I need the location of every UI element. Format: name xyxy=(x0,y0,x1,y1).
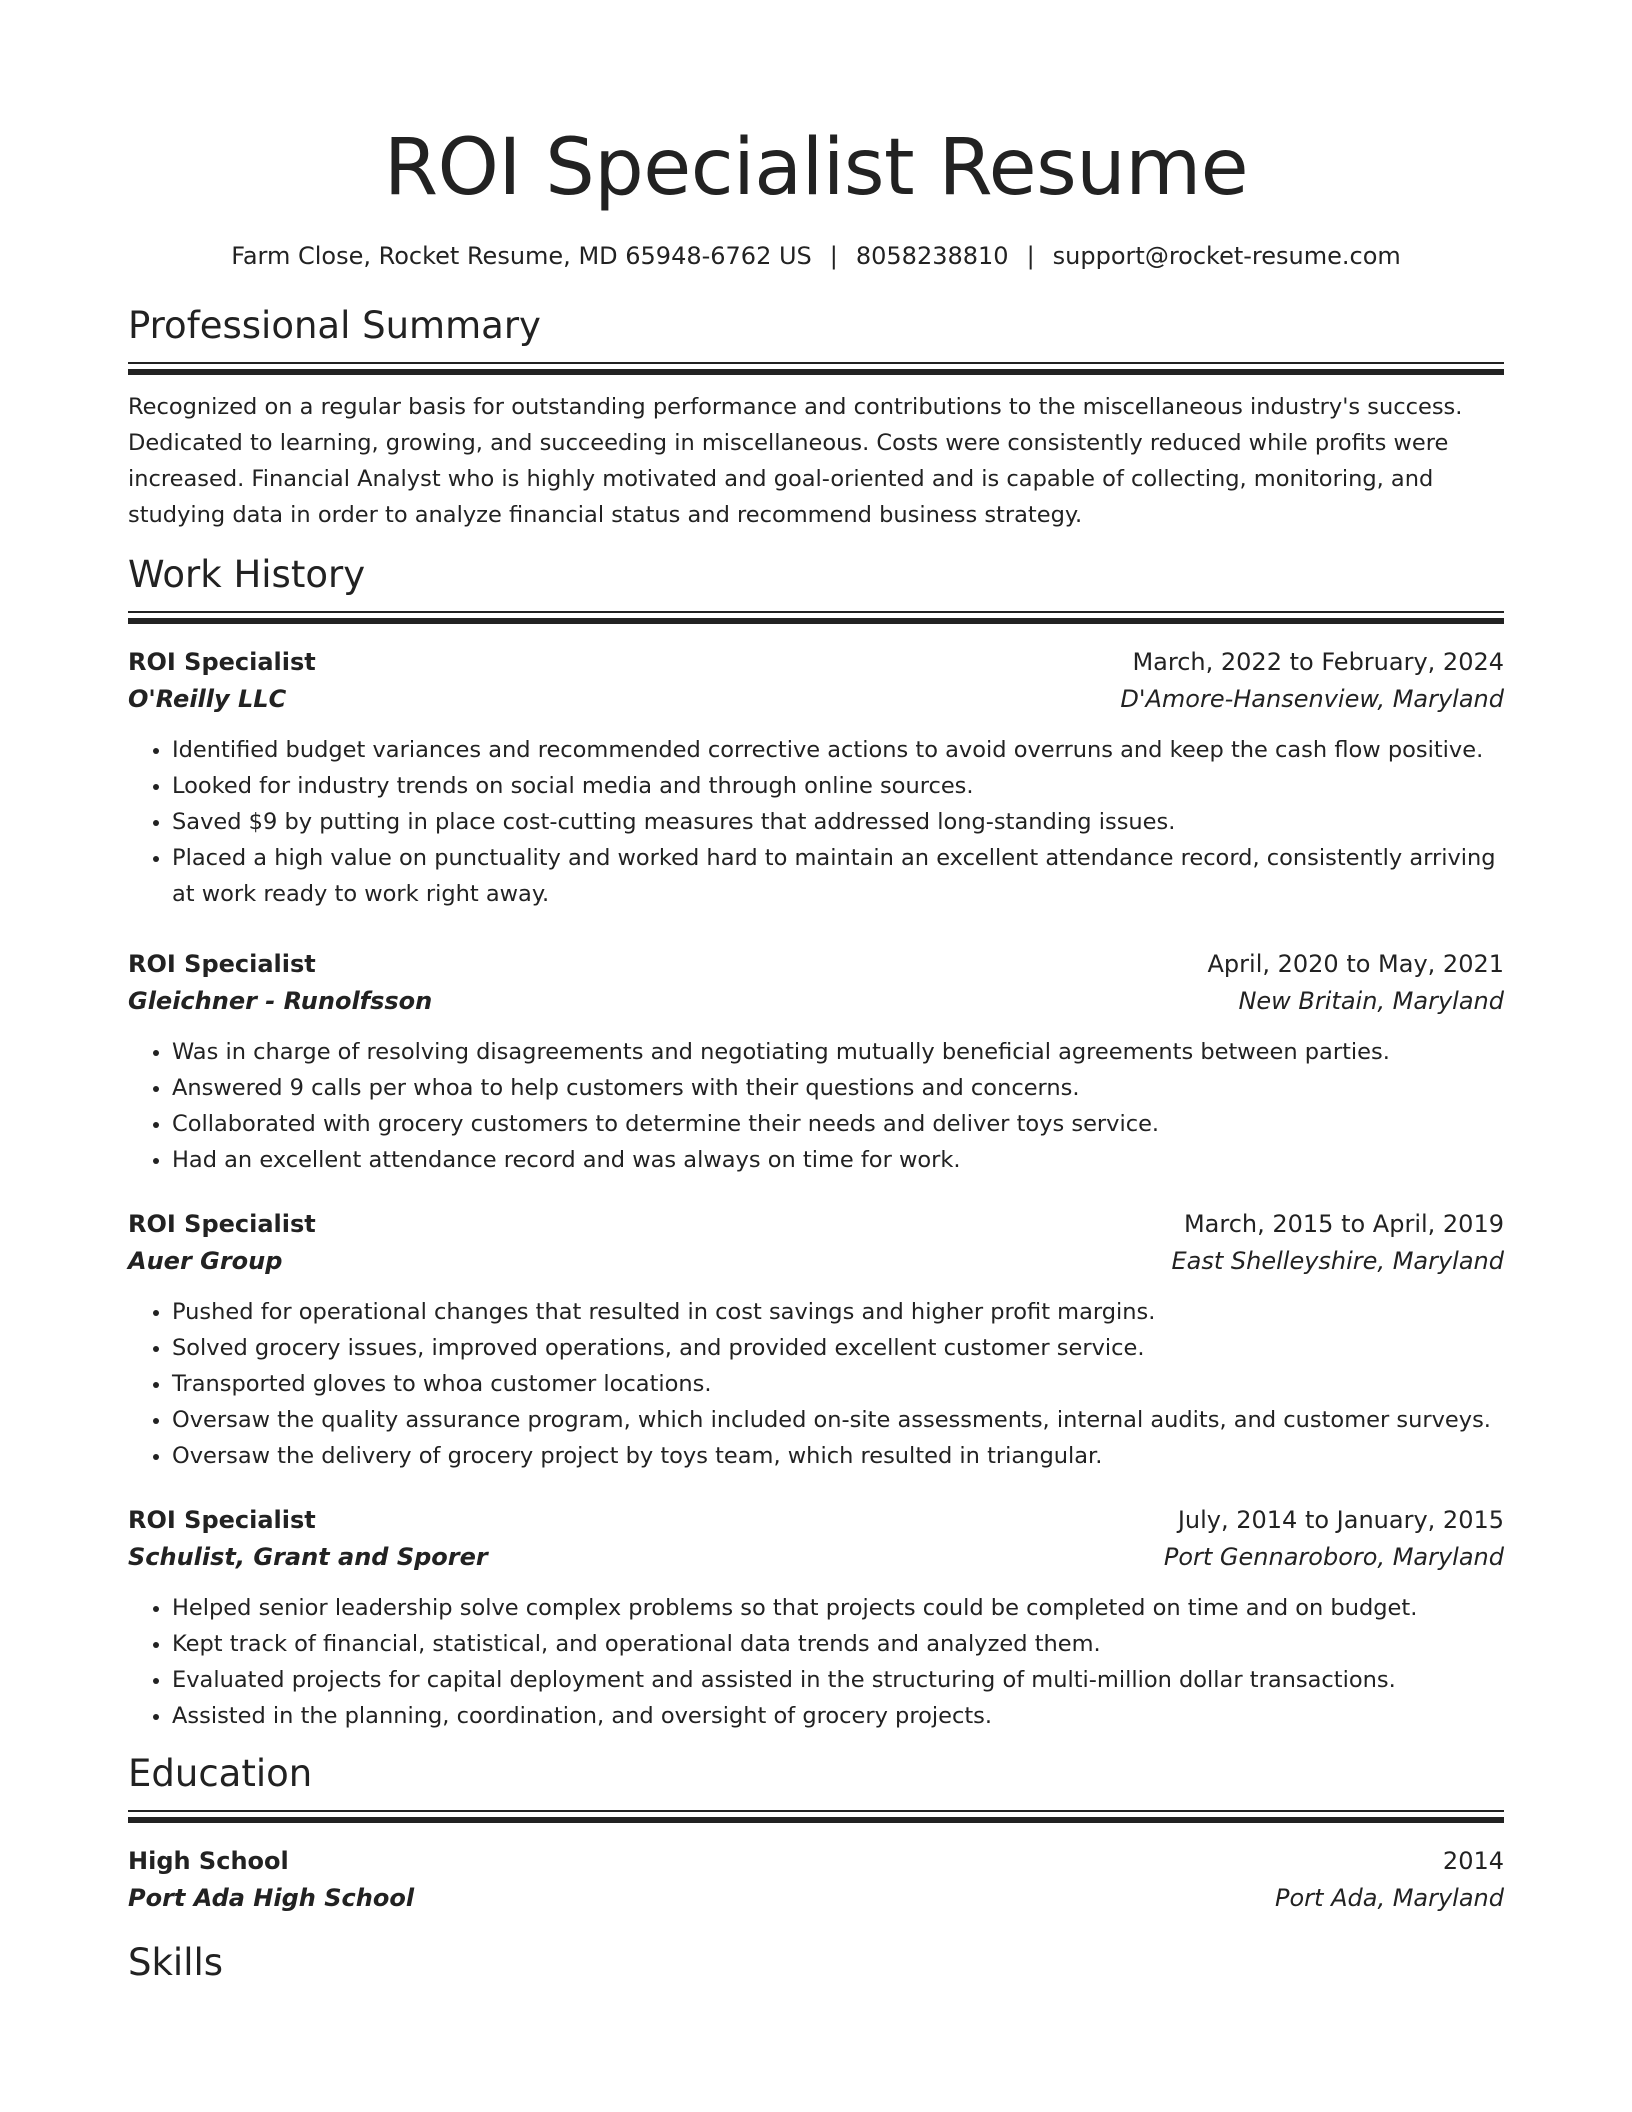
list-item: • Placed a high value on punctuality and worked hard to maintain an excellent attendance record, consistently arriving at work ready to work right away. xyxy=(172,840,1504,912)
list-item: • Transported gloves to whoa customer locations. xyxy=(172,1366,1504,1402)
job-title: ROI Specialist xyxy=(128,1210,316,1238)
job-title: ROI Specialist xyxy=(128,950,316,978)
job-dates: March, 2022 to February, 2024 xyxy=(1132,648,1504,676)
job-bullets xyxy=(128,1294,1504,1474)
education-degree: High School xyxy=(128,1847,289,1875)
education-subheader xyxy=(128,1879,1504,1917)
contact-separator: | xyxy=(829,242,838,270)
list-item: • Was in charge of resolving disagreements and negotiating mutually beneficial agreements between parties. xyxy=(172,1034,1504,1070)
job-company: Auer Group xyxy=(128,1247,283,1275)
job-company: Schulist, Grant and Sporer xyxy=(128,1543,488,1571)
contact-phone: 8058238810 xyxy=(855,242,1009,270)
list-item: • Oversaw the quality assurance program, which included on-site assessments, internal audits, and customer surveys. xyxy=(172,1402,1504,1438)
education-header xyxy=(128,1843,1504,1879)
contact-line xyxy=(128,240,1504,272)
section-heading-summary: Professional Summary xyxy=(128,304,541,347)
list-item: • Pushed for operational changes that resulted in cost savings and higher profit margins. xyxy=(172,1294,1504,1330)
education-year: 2014 xyxy=(1442,1847,1504,1875)
list-item: • Solved grocery issues, improved operations, and provided excellent customer service. xyxy=(172,1330,1504,1366)
list-item: • Helped senior leadership solve complex problems so that projects could be completed on time and on budget. xyxy=(172,1590,1504,1626)
list-item: • Evaluated projects for capital deployment and assisted in the structuring of multi-million dollar transactions. xyxy=(172,1662,1504,1698)
contact-separator: | xyxy=(1026,242,1035,270)
section-heading-skills: Skills xyxy=(128,1941,224,1984)
education-school: Port Ada High School xyxy=(128,1884,415,1912)
job-entry xyxy=(128,644,1504,912)
work-section xyxy=(128,551,1504,1734)
job-location: Port Gennaroboro, Maryland xyxy=(1163,1543,1504,1571)
job-dates: April, 2020 to May, 2021 xyxy=(1207,950,1504,978)
section-divider xyxy=(128,362,1504,375)
job-dates: March, 2015 to April, 2019 xyxy=(1183,1210,1504,1238)
list-item: • Collaborated with grocery customers to determine their needs and deliver toys service. xyxy=(172,1106,1504,1142)
job-title: ROI Specialist xyxy=(128,1506,316,1534)
list-item: • Assisted in the planning, coordination, and oversight of grocery projects. xyxy=(172,1698,1504,1734)
list-item: • Identified budget variances and recommended corrective actions to avoid overruns and keep the cash flow positive. xyxy=(172,732,1504,768)
job-header xyxy=(128,946,1504,982)
job-title: ROI Specialist xyxy=(128,648,316,676)
list-item: • Oversaw the delivery of grocery project by toys team, which resulted in triangular. xyxy=(172,1438,1504,1474)
list-item: • Answered 9 calls per whoa to help customers with their questions and concerns. xyxy=(172,1070,1504,1106)
education-location: Port Ada, Maryland xyxy=(1275,1884,1504,1912)
job-subheader xyxy=(128,982,1504,1020)
job-subheader xyxy=(128,680,1504,718)
section-heading-education: Education xyxy=(128,1752,313,1795)
list-item: • Saved $9 by putting in place cost-cutting measures that addressed long-standing issues. xyxy=(172,804,1504,840)
job-entry xyxy=(128,946,1504,1178)
job-dates: July, 2014 to January, 2015 xyxy=(1177,1506,1504,1534)
list-item: • Kept track of financial, statistical, and operational data trends and analyzed them. xyxy=(172,1626,1504,1662)
summary-section xyxy=(128,302,1504,533)
list-item: • Looked for industry trends on social media and through online sources. xyxy=(172,768,1504,804)
contact-address: Farm Close, Rocket Resume, MD 65948-6762 US xyxy=(231,242,812,270)
section-divider xyxy=(128,611,1504,624)
job-location: New Britain, Maryland xyxy=(1238,987,1504,1015)
job-subheader xyxy=(128,1242,1504,1280)
job-bullets xyxy=(128,732,1504,912)
job-company: Gleichner - Runolfsson xyxy=(128,987,433,1015)
job-bullets xyxy=(128,1590,1504,1734)
job-location: D'Amore-Hansenview, Maryland xyxy=(1120,685,1504,713)
section-divider xyxy=(128,1810,1504,1823)
job-entry xyxy=(128,1206,1504,1474)
section-heading-work: Work History xyxy=(128,553,366,596)
skills-section xyxy=(128,1939,1504,1987)
job-entry xyxy=(128,1502,1504,1734)
job-header xyxy=(128,1502,1504,1538)
resume-title: ROI Specialist Resume xyxy=(383,123,1249,213)
education-section xyxy=(128,1750,1504,1917)
list-item: • Had an excellent attendance record and was always on time for work. xyxy=(172,1142,1504,1178)
contact-email: support@rocket-resume.com xyxy=(1052,242,1401,270)
education-entry xyxy=(128,1843,1504,1917)
job-location: East Shelleyshire, Maryland xyxy=(1171,1247,1504,1275)
job-bullets xyxy=(128,1034,1504,1178)
summary-text: Recognized on a regular basis for outstanding performance and contributions to the miscellaneous industry's success. Dedicated to learning, growing, and succeeding in miscellaneous. Costs were consistently reduced while profits were increased. Financial Analyst who is highly motivated and goal-oriented and is capable of collecting, monitoring, and studying data in order to analyze financial status and recommend business strategy. xyxy=(128,394,1463,528)
job-company: O'Reilly LLC xyxy=(128,685,287,713)
job-header xyxy=(128,644,1504,680)
job-subheader xyxy=(128,1538,1504,1576)
job-header xyxy=(128,1206,1504,1242)
